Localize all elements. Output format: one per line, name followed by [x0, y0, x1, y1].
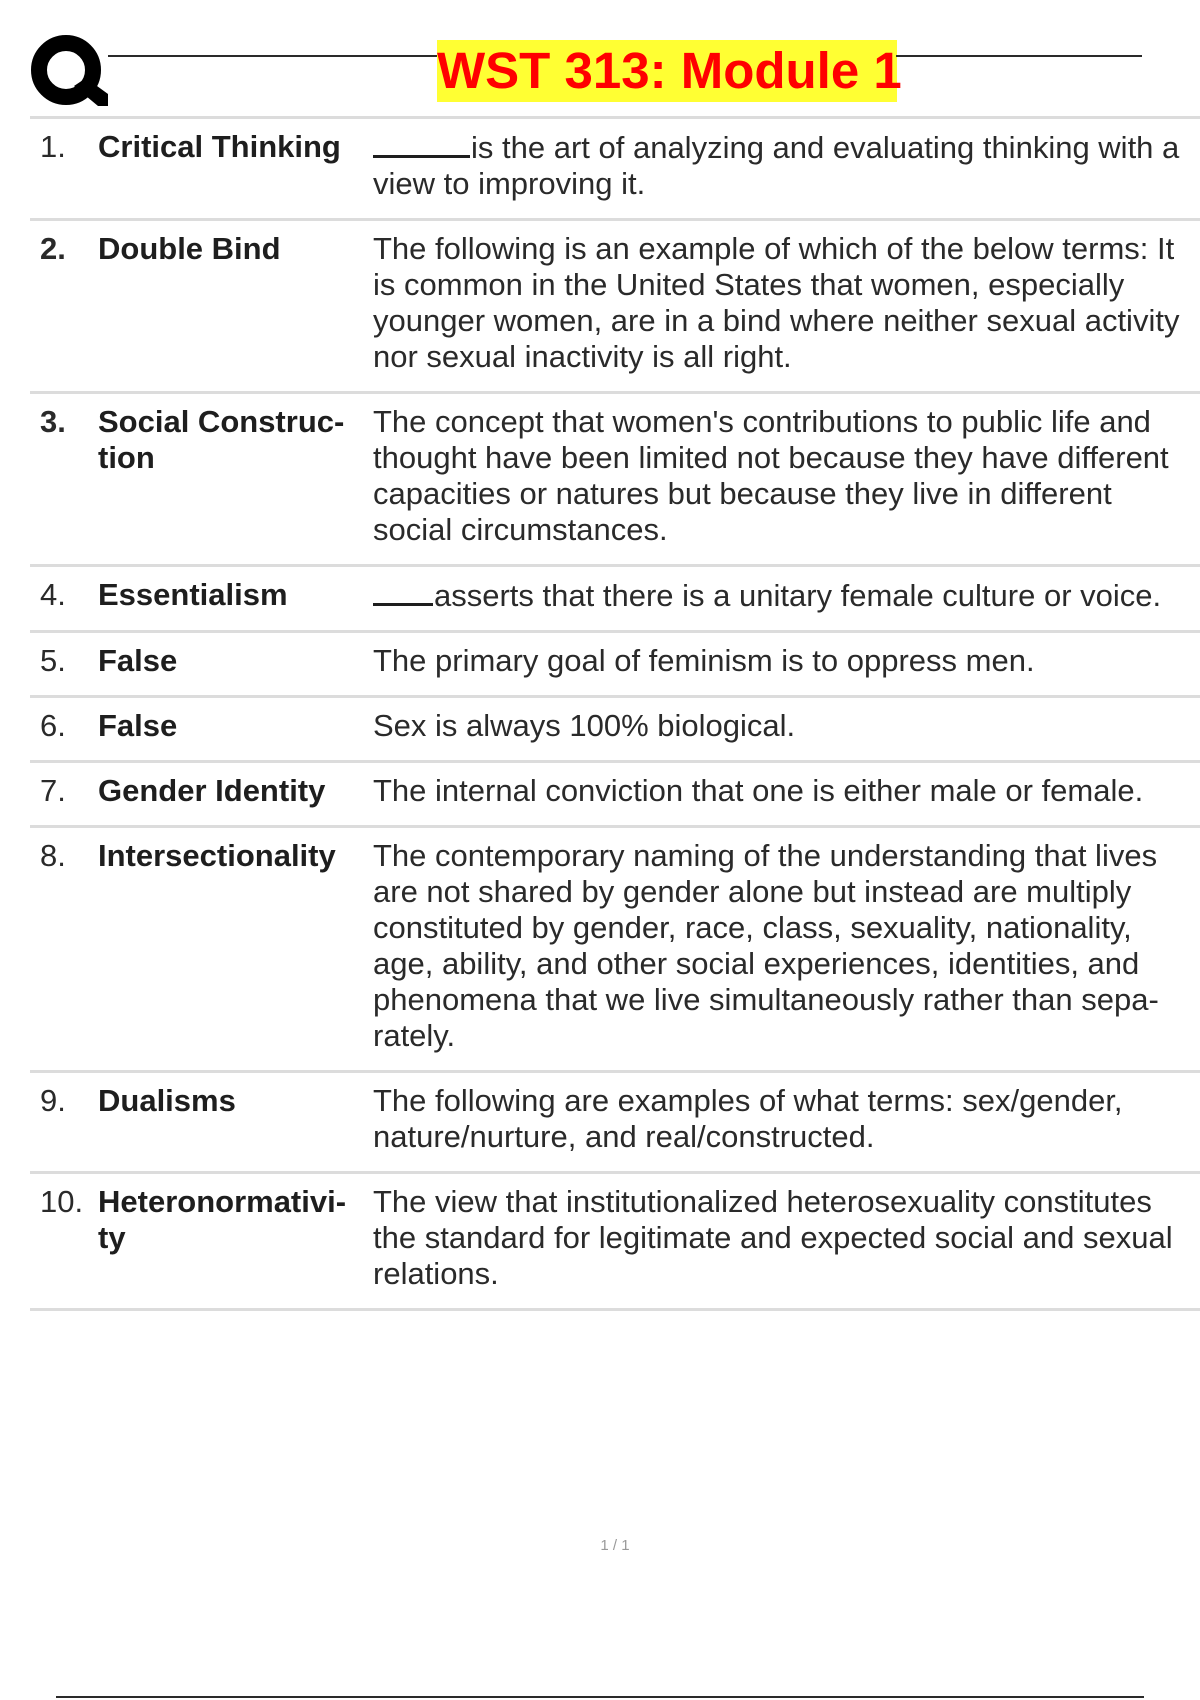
q-logo-icon: [30, 34, 110, 112]
item-definition: [373, 129, 1188, 202]
item-number: 7.: [40, 773, 66, 808]
item-number: 10.: [40, 1184, 84, 1219]
item-number: 4.: [40, 577, 66, 612]
item-term: Social Construc- tion: [98, 404, 345, 475]
fill-in-blank: [373, 577, 433, 606]
list-item: [30, 763, 1200, 828]
document-header: [0, 0, 1200, 110]
list-item: [30, 828, 1200, 1073]
list-item: [30, 633, 1200, 698]
item-number: 5.: [40, 643, 66, 678]
item-definition: The concept that women's contributions to public life and thought have been limited not because they have different capacities or natures but because they live in different social circumstances.: [373, 404, 1169, 547]
list-item: [30, 221, 1200, 394]
page-indicator: 1 / 1: [600, 1537, 630, 1554]
item-definition: Sex is always 100% biological.: [373, 708, 796, 743]
item-term: False: [98, 643, 178, 678]
item-number: 9.: [40, 1083, 66, 1118]
header-rule-right: [896, 55, 1142, 57]
item-term: Heteronormativi- ty: [98, 1184, 347, 1255]
item-term: Gender Identity: [98, 773, 326, 808]
item-term: Dualisms: [98, 1083, 236, 1118]
item-definition: The primary goal of feminism is to oppress men.: [373, 643, 1035, 678]
header-rule-left: [108, 55, 438, 57]
item-number: 3.: [40, 404, 66, 439]
list-item: [30, 119, 1200, 221]
footer-rule: [56, 1696, 1144, 1698]
item-number: 1.: [40, 129, 66, 164]
item-definition: The following are examples of what terms: sex/gender, nature/nurture, and real/constructed.: [373, 1083, 1123, 1154]
document-title: WST 313: Module 1: [437, 40, 897, 102]
item-term: Critical Thinking: [98, 129, 341, 164]
list-item: [30, 1073, 1200, 1174]
item-term: Intersectionality: [98, 838, 336, 873]
item-definition: The contemporary naming of the understanding that lives are not shared by gender alone but instead are multiply constituted by gender, race, class, sexuality, nationality, age, ability, and other social experiences, identities, and phenomena that we live simultaneously rather than sepa- rately.: [373, 838, 1159, 1053]
item-definition: The internal conviction that one is either male or female.: [373, 773, 1144, 808]
item-term: Double Bind: [98, 231, 281, 266]
item-term: False: [98, 708, 178, 743]
item-definition-text: asserts that there is a unitary female culture or voice.: [434, 578, 1162, 613]
item-definition: [373, 577, 1188, 614]
item-number: 8.: [40, 838, 66, 873]
item-number: 6.: [40, 708, 66, 743]
item-definition-text: is the art of analyzing and evaluating thinking with a view to improving it.: [373, 130, 1180, 201]
item-definition: The view that institutionalized heterosexuality constitutes the standard for legitimate and expected social and sexual relations.: [373, 1184, 1173, 1291]
item-number: 2.: [40, 231, 66, 266]
item-term: Essentialism: [98, 577, 288, 612]
list-item: [30, 567, 1200, 633]
term-definition-list: [30, 116, 1200, 1311]
list-item: [30, 698, 1200, 763]
item-definition: The following is an example of which of the below terms: It is common in the United States that women, especially younger women, are in a bind where neither sexual activity nor sexual inactivity is all right.: [373, 231, 1180, 374]
fill-in-blank: [373, 129, 470, 158]
list-item: [30, 1174, 1200, 1311]
list-item: [30, 394, 1200, 567]
